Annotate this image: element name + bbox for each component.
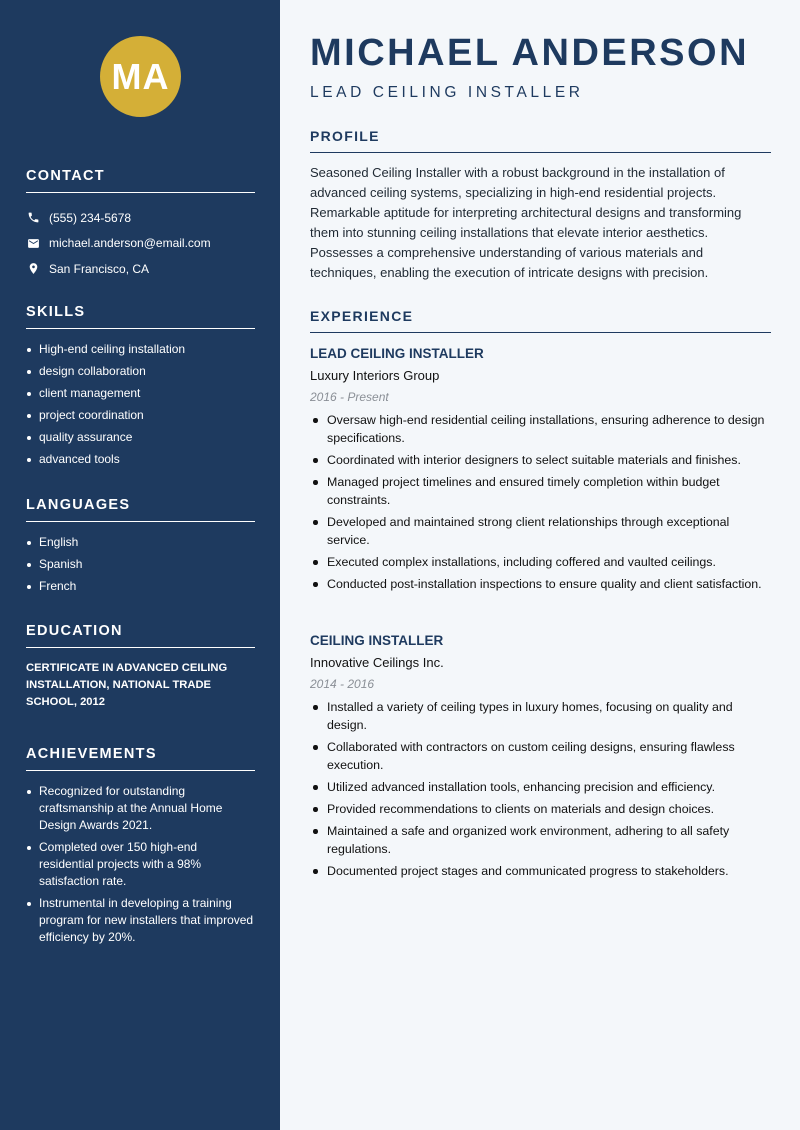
duties-list xyxy=(310,411,771,593)
profile-section xyxy=(310,128,771,283)
list-item: Oversaw high-end residential ceiling installations, ensuring adherence to design specifications. xyxy=(310,411,771,447)
list-item: Collaborated with contractors on custom ceiling designs, ensuring flawless execution. xyxy=(310,738,771,774)
profile-heading: PROFILE xyxy=(310,128,771,153)
skills-section xyxy=(26,304,255,473)
phone-text: (555) 234-5678 xyxy=(49,210,132,225)
contact-location xyxy=(26,256,255,282)
achievements-section xyxy=(26,746,255,951)
education-section xyxy=(26,623,255,711)
list-item: Developed and maintained strong client relationships through exceptional service. xyxy=(310,513,771,549)
contact-list xyxy=(26,205,255,282)
contact-phone xyxy=(26,205,255,231)
experience-heading: EXPERIENCE xyxy=(310,308,771,333)
languages-heading: LANGUAGES xyxy=(26,497,255,522)
mail-icon xyxy=(26,236,40,250)
list-item: Provided recommendations to clients on materials and design choices. xyxy=(310,800,771,818)
duties-list xyxy=(310,698,771,880)
job-dates: 2014 - 2016 xyxy=(310,677,375,691)
list-item: Completed over 150 high-end residential projects with a 98% satisfaction rate. xyxy=(26,839,255,890)
location-text: San Francisco, CA xyxy=(49,261,150,276)
list-item: Spanish xyxy=(26,556,255,573)
avatar: MA xyxy=(100,36,181,117)
contact-email xyxy=(26,231,255,257)
list-item: Instrumental in developing a training program for new installers that improved efficiency by 20%. xyxy=(26,895,255,946)
profile-text: Seasoned Ceiling Installer with a robust background in the installation of advanced ceiling systems, specializing in high-end residential projects. Remarkable aptitude for interpreting architectural designs and transforming them into stunning ceiling installations that elevate interior aesthetics. Possesses a comprehensive understanding of various materials and techniques, enabling the execution of intricate designs with precision. xyxy=(310,165,742,280)
list-item: High-end ceiling installation xyxy=(26,341,255,358)
job-role: LEAD CEILING INSTALLER xyxy=(310,84,584,101)
job-title: LEAD CEILING INSTALLER xyxy=(310,346,484,361)
list-item: French xyxy=(26,578,255,595)
list-item: client management xyxy=(26,385,255,402)
list-item: Utilized advanced installation tools, enhancing precision and efficiency. xyxy=(310,778,771,796)
list-item: design collaboration xyxy=(26,363,255,380)
list-item: Managed project timelines and ensured timely completion within budget constraints. xyxy=(310,473,771,509)
achievements-list xyxy=(26,783,255,946)
list-item: advanced tools xyxy=(26,451,255,468)
job-dates: 2016 - Present xyxy=(310,390,389,404)
list-item: Recognized for outstanding craftsmanship at the Annual Home Design Awards 2021. xyxy=(26,783,255,834)
list-item: Maintained a safe and organized work environment, adhering to all safety regulations. xyxy=(310,822,771,858)
list-item: quality assurance xyxy=(26,429,255,446)
job-entry xyxy=(310,346,771,597)
languages-section xyxy=(26,497,255,600)
skills-list xyxy=(26,341,255,468)
phone-icon xyxy=(26,211,40,225)
education-heading: EDUCATION xyxy=(26,623,255,648)
location-pin-icon xyxy=(26,262,40,276)
company-name: Innovative Ceilings Inc. xyxy=(310,655,444,670)
education-text: CERTIFICATE IN ADVANCED CEILING INSTALLATION, NATIONAL TRADE SCHOOL, 2012 xyxy=(26,662,228,708)
achievements-heading: ACHIEVEMENTS xyxy=(26,746,255,771)
contact-heading: CONTACT xyxy=(26,168,255,193)
sidebar xyxy=(0,0,280,1130)
person-name: MICHAEL ANDERSON xyxy=(310,32,750,74)
list-item: Installed a variety of ceiling types in luxury homes, focusing on quality and design. xyxy=(310,698,771,734)
company-name: Luxury Interiors Group xyxy=(310,368,440,383)
email-text: michael.anderson@email.com xyxy=(49,236,211,251)
experience-section xyxy=(310,308,771,333)
list-item: Executed complex installations, including coffered and vaulted ceilings. xyxy=(310,553,771,571)
list-item: Documented project stages and communicated progress to stakeholders. xyxy=(310,862,771,880)
languages-list xyxy=(26,534,255,595)
job-title: CEILING INSTALLER xyxy=(310,633,444,648)
skills-heading: SKILLS xyxy=(26,304,255,329)
contact-section xyxy=(26,168,255,282)
list-item: English xyxy=(26,534,255,551)
list-item: Conducted post-installation inspections to ensure quality and client satisfaction. xyxy=(310,575,771,593)
job-entry xyxy=(310,633,771,884)
list-item: Coordinated with interior designers to select suitable materials and finishes. xyxy=(310,451,771,469)
list-item: project coordination xyxy=(26,407,255,424)
